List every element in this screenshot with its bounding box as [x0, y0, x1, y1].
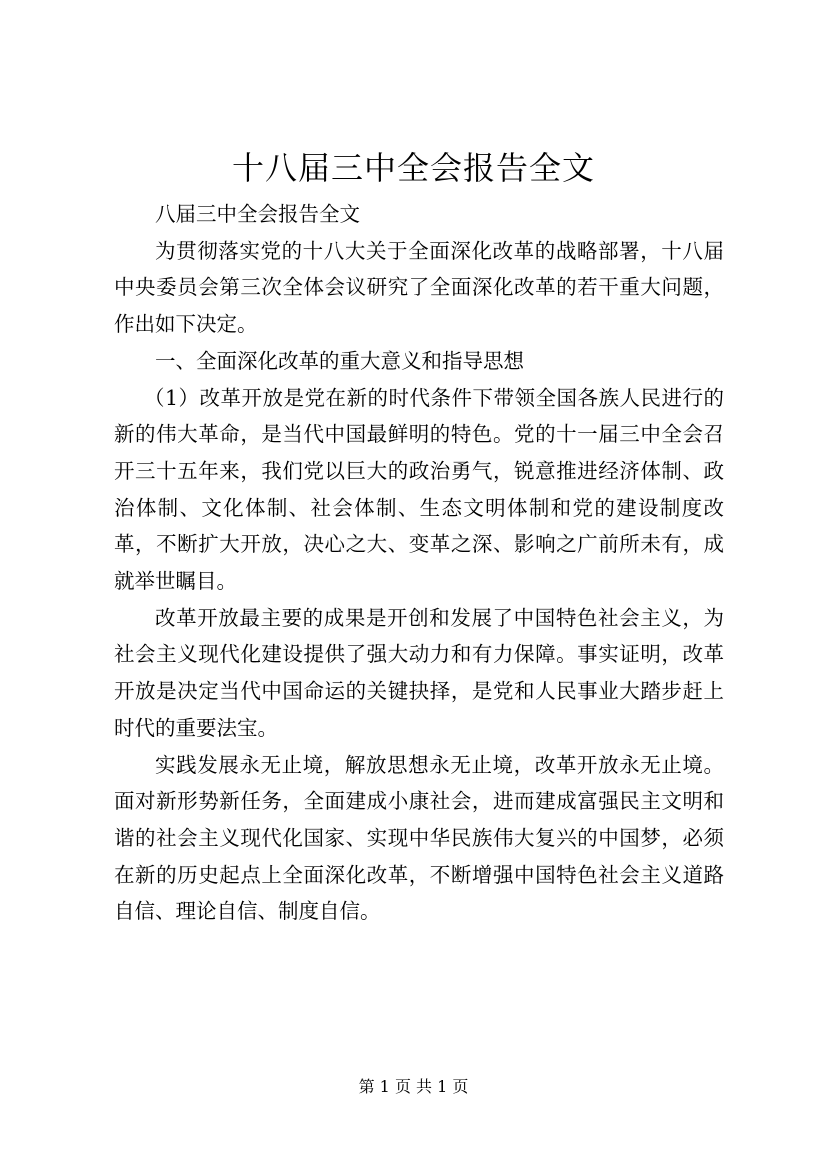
document-body [114, 196, 724, 930]
paragraph-achievements: 改革开放最主要的成果是开创和发展了中国特色社会主义，为社会主义现代化建设提供了强大动力和有力保障。事实证明，改革开放是决定当代中国命运的关键抉择，是党和人民事业大踏步赶上时代的重要法宝。 [114, 605, 724, 740]
paragraph-intro: 为贯彻落实党的十八大关于全面深化改革的战略部署，十八届中央委员会第三次全体会议研究了全面深化改革的若干重大问题，作出如下决定。 [114, 238, 724, 337]
paragraph-item-1: （1）改革开放是党在新的时代条件下带领全国各族人民进行的新的伟大革命，是当代中国最鲜明的特色。党的十一届三中全会召开三十五年来，我们党以巨大的政治勇气，锐意推进经济体制、政治体制、文化体制、社会体制、生态文明体制和党的建设制度改革，不断扩大开放，决心之大、变革之深、影响之广前所未有，成就举世瞩目。 [114, 385, 724, 594]
paragraph-practice: 实践发展永无止境，解放思想永无止境，改革开放永无止境。面对新形势新任务，全面建成小康社会，进而建成富强民主文明和谐的社会主义现代化国家、实现中华民族伟大复兴的中国梦，必须在新的历史起点上全面深化改革，不断增强中国特色社会主义道路自信、理论自信、制度自信。 [114, 752, 724, 924]
page-footer: 第 1 页 共 1 页 [358, 1077, 469, 1096]
paragraph-subtitle: 八届三中全会报告全文 [155, 202, 360, 226]
document-title: 十八届三中全会报告全文 [231, 149, 595, 187]
section-heading: 一、全面深化改革的重大意义和指导思想 [155, 348, 524, 373]
